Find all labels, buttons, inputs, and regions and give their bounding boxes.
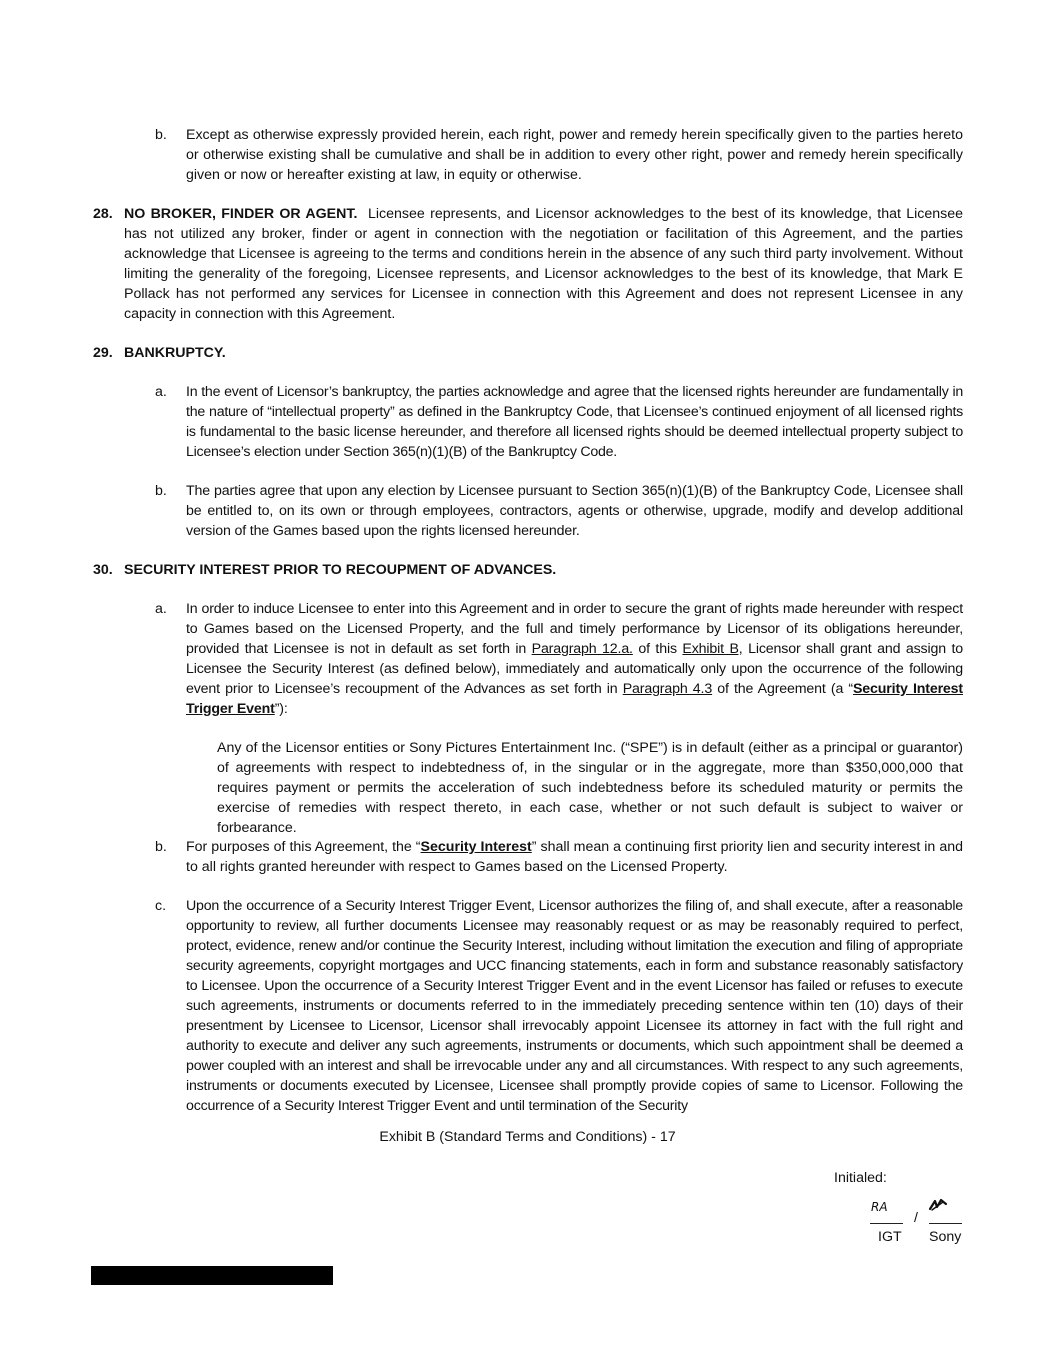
text-run: For purposes of this Agreement, the “ [186, 839, 421, 855]
defined-term-security-interest: Security Interest [420, 839, 532, 855]
paragraph-30b [186, 837, 963, 877]
sony-initials-scribble-icon [928, 1198, 948, 1212]
page-footer-label: Exhibit B (Standard Terms and Conditions) - 17 [379, 1129, 676, 1145]
initials-separator: / [914, 1210, 918, 1226]
sony-signature-line [929, 1223, 962, 1224]
section-text-28: Licensee represents, and Licensor acknowledges to the best of its knowledge, that Licensee has not utilized any broker, finder or agent in connection with the negotiation or facilitation of this Agreement, and the parties acknowledge that Licensee is agreeing to the terms and conditions herein in the absence of any such third party involvement. Without limiting the generality of the foregoing, Licensee represents, and Licensor acknowledges to the best of its knowledge, that Mark E Pollack has not performed any services for Licensee in connection with this Agreement and does not represent Licensee in any capacity in connection with this Agreement. [124, 206, 964, 322]
exhibit-reference: Exhibit B, [682, 641, 743, 657]
text-run: ”): [274, 701, 288, 717]
item-marker-29a: a. [155, 384, 167, 400]
igt-initials: RA [871, 1200, 888, 1214]
section-heading-28: NO BROKER, FINDER OR AGENT. [124, 206, 358, 222]
text-run: of the Agreement (a “ [712, 681, 853, 697]
igt-signature-line [870, 1223, 903, 1224]
text-run: of this [632, 641, 683, 657]
igt-label: IGT [878, 1229, 902, 1245]
section-heading-29: BANKRUPTCY. [124, 345, 226, 361]
initialed-label: Initialed: [834, 1170, 887, 1186]
item-marker-30b: b. [155, 839, 167, 855]
text-run: ” shall mean a continuing first priority lien and security interest in and to all rights granted hereunder with respect to Games based on the Licensed Property. [186, 839, 963, 875]
paragraph-28 [124, 204, 963, 324]
paragraph-30c: Upon the occurrence of a Security Interest Trigger Event, Licensor authorizes the filing of, and shall execute, after a reasonable opportunity to review, all further documents Licensee may reasonably request or as may be reasonably required to perfect, protect, evidence, renew and/or continue the Security Interest, including without limitation the execution and filing of appropriate security agreements, copyright mortgages and UCC financing statements, each in form and substance reasonably satisfactory to Licensee. Upon the occurrence of a Security Interest Trigger Event and in the event Licensor has failed or refuses to execute such agreements, instruments or documents referred to in the immediately preceding sentence within ten (10) days of their presentment by Licensee to Licensor, Licensor shall irrevocably appoint Licensee its attorney in fact with the full right and authority to execute and deliver any such agreements, instruments or documents, which such appointment shall be deemed a power coupled with an interest and shall be irrevocable under any and all circumstances. With respect to any such agreements, instruments or documents executed by Licensee, Licensee shall promptly provide copies of same to Licensor. Following the occurrence of a Security Interest Trigger Event and until termination of the Security [186, 898, 963, 1114]
item-marker-30a: a. [155, 601, 167, 617]
block-quote-default-event: Any of the Licensor entities or Sony Pictures Entertainment Inc. (“SPE”) is in default (either as a principal or guarantor) of agreements with respect to indebtedness of, in the singular or in the aggregate, more than $350,000,000 that requires payment or permits the acceleration of such indebtedness before its scheduled maturity or permits the exercise of remedies with respect thereto, in each case, whether or not such default is subject to waiver or forbearance. [217, 740, 963, 836]
item-marker-29b: b. [155, 483, 167, 499]
sony-label: Sony [929, 1229, 962, 1245]
paragraph-29b: The parties agree that upon any election by Licensee pursuant to Section 365(n)(1)(B) of the Bankruptcy Code, Licensee shall be entitled to, on its own or through employees, contractors, agents or otherwise, upgrade, modify and develop additional version of the Games based upon the rights licensed hereunder. [186, 483, 963, 539]
text-run: In order to induce Licensee to enter into this Agreement and in order to secure the grant of rights made hereunder with respect to Games based on the Licensed Property, and the full and timely performance by Licensor of its obligations hereunder, provided that Licensee is not in default as set forth in [186, 601, 963, 657]
redaction-bar [91, 1266, 333, 1285]
paragraph-29a: In the event of Licensor’s bankruptcy, the parties acknowledge and agree that the licensed rights hereunder are fundamentally in the nature of “intellectual property” as defined in the Bankruptcy Code, that Licensee’s continued enjoyment of all licensed rights is fundamental to the basic license hereunder, and therefore all licensed rights should be deemed intellectual property subject to Licensee’s election under Section 365(n)(1)(B) of the Bankruptcy Code. [186, 384, 963, 460]
defined-term-trigger-event: Security Interest Trigger Event [186, 681, 963, 717]
section-heading-30: SECURITY INTEREST PRIOR TO RECOUPMENT OF ADVANCES. [124, 562, 557, 578]
paragraph-30a [186, 599, 963, 719]
section-number-29: 29. [93, 345, 113, 361]
paragraph-reference-12a: Paragraph 12.a. [531, 641, 633, 657]
section-number-28: 28. [93, 206, 113, 222]
section-number-30: 30. [93, 562, 113, 578]
paragraph-reference-4-3: Paragraph 4.3 [622, 681, 713, 697]
item-marker-30c: c. [155, 898, 167, 914]
text-run: Licensor shall grant and assign to Licensee the Security Interest (as defined below), immediately and automatically only upon the occurrence of the following event prior to Licensee’s recoupment of the Advances as set forth in [186, 641, 963, 697]
paragraph-27b: Except as otherwise expressly provided herein, each right, power and remedy herein specifically given to the parties hereto or otherwise existing shall be cumulative and shall be in addition to every other right, power and remedy herein specifically given or now or hereafter existing at law, in equity or otherwise. [186, 127, 963, 183]
item-marker-27b: b. [155, 127, 167, 143]
